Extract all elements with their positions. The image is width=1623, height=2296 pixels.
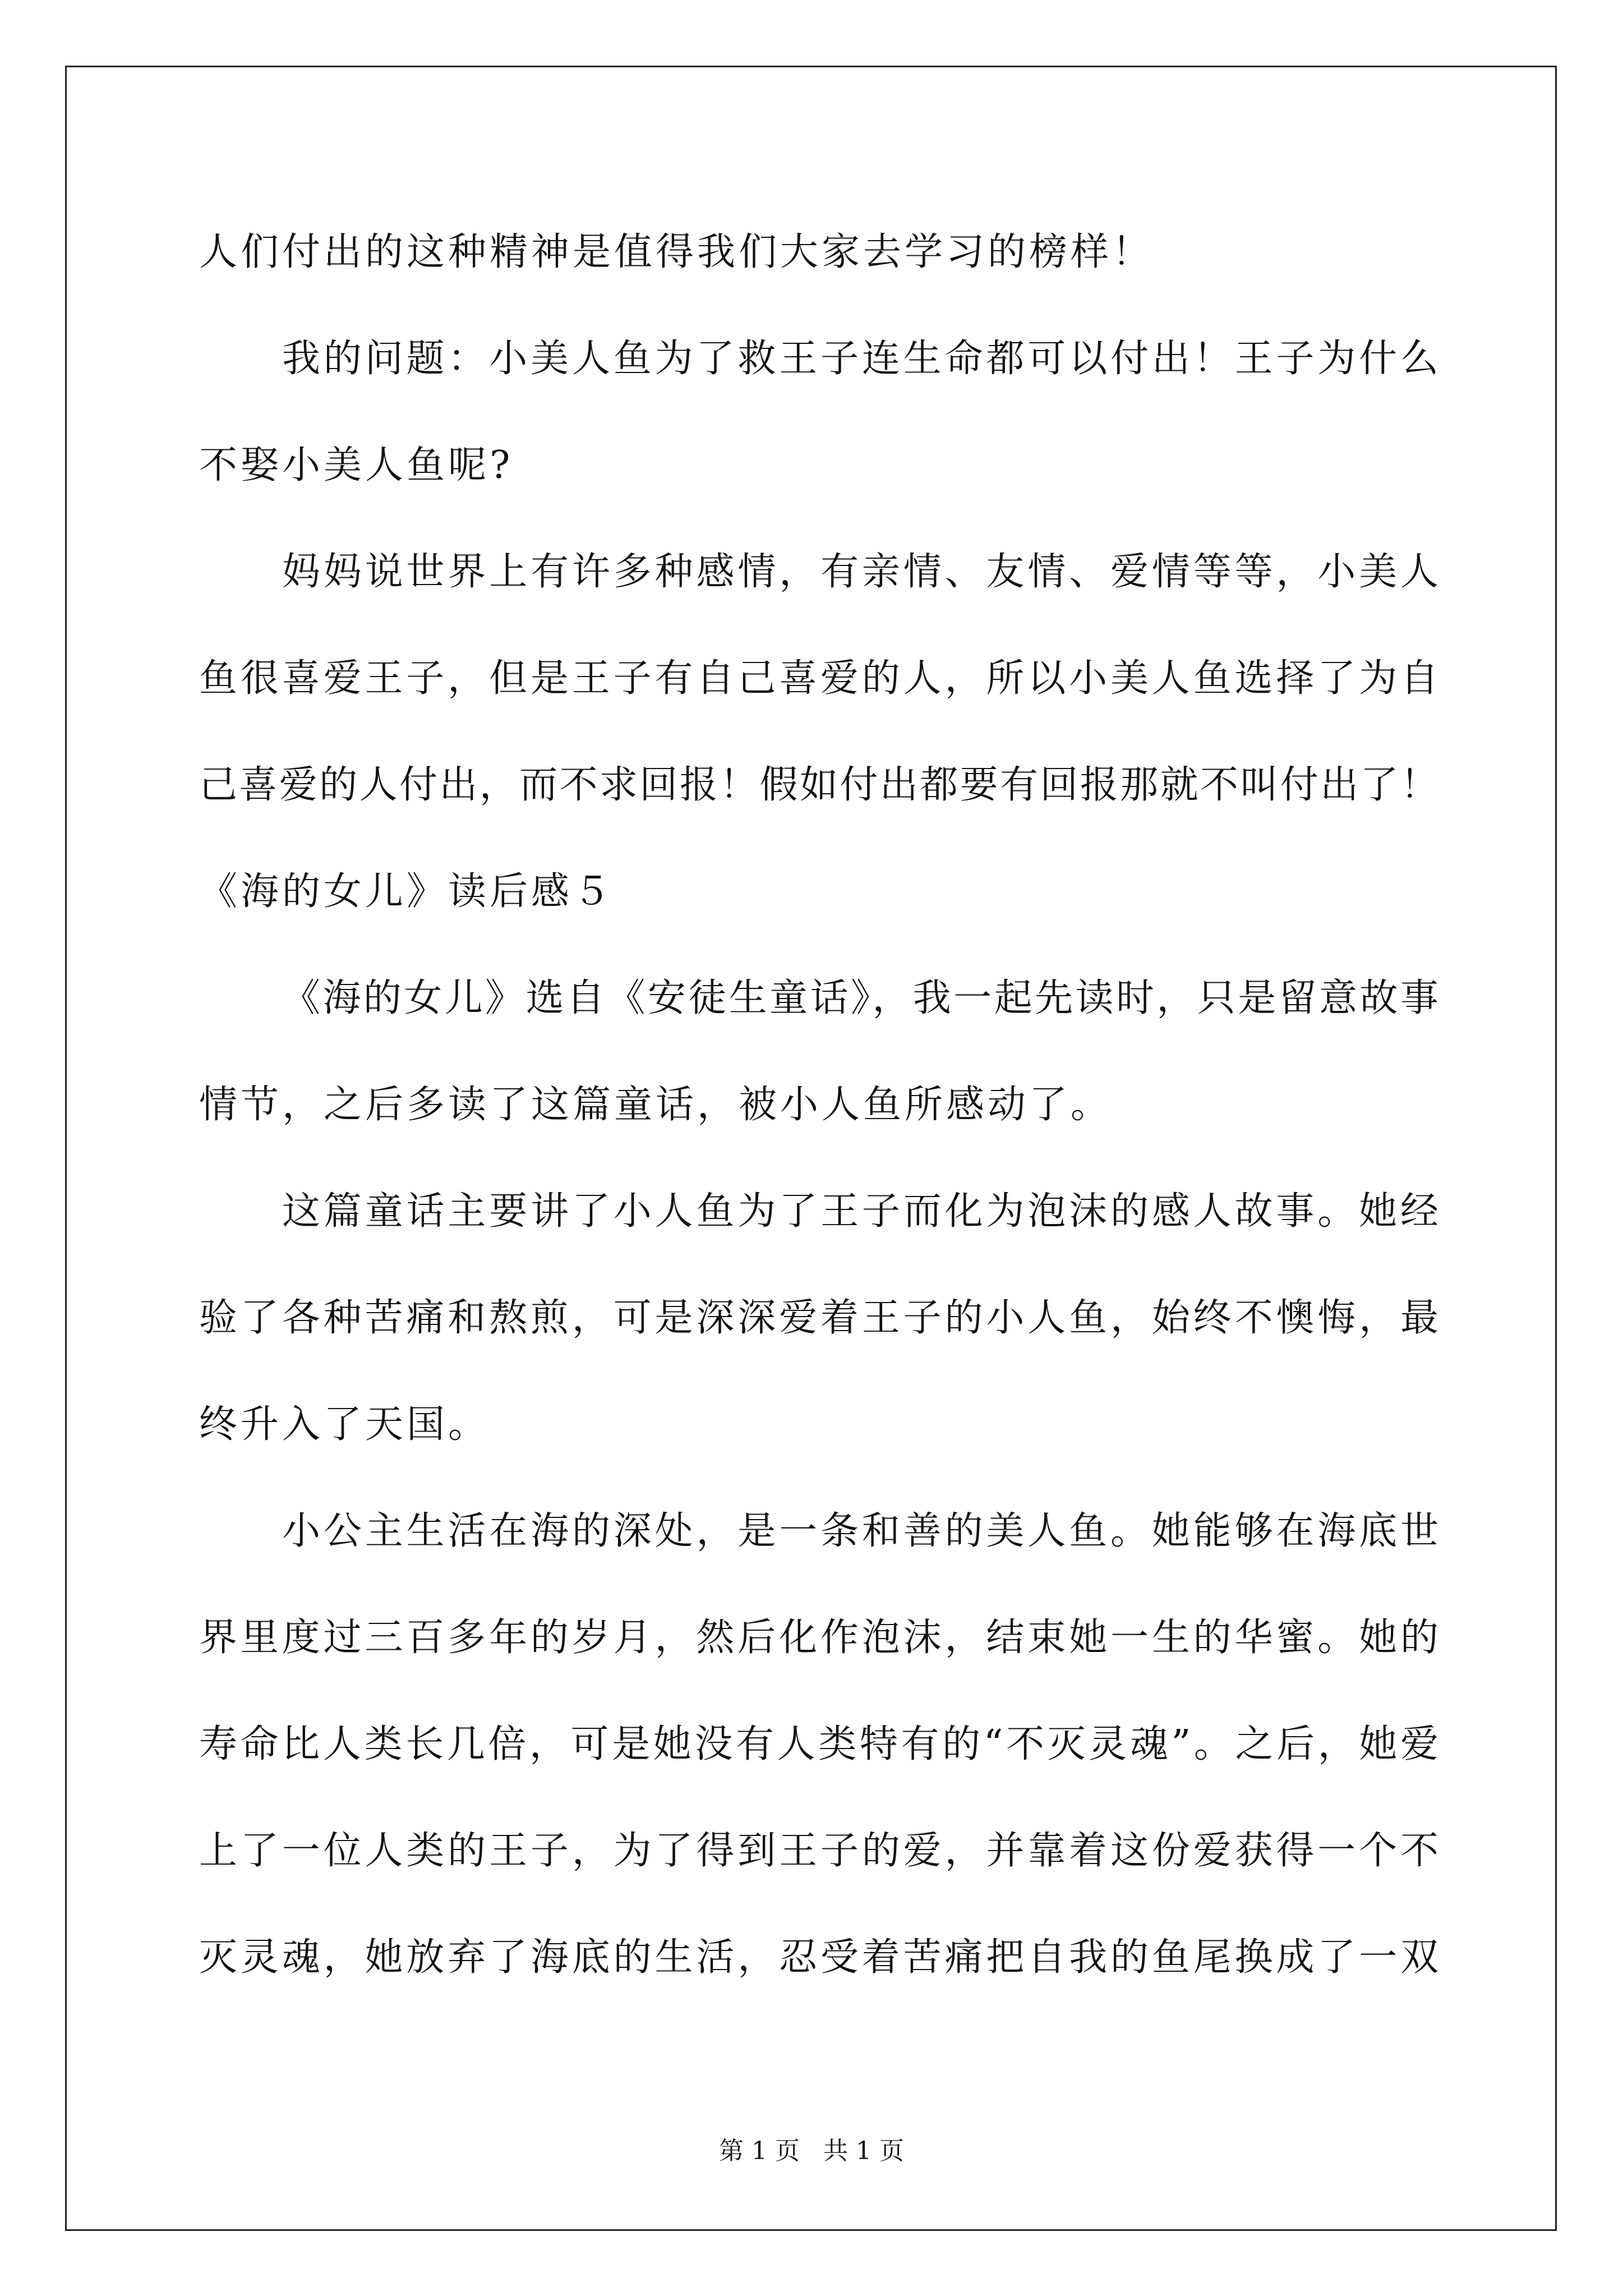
text-line: 寿命比人类长几倍，可是她没有人类特有的“不灭灵魂”。之后，她爱 bbox=[199, 1722, 1438, 1766]
total-pages: 共 1 页 bbox=[823, 2137, 904, 2165]
text-line: 界里度过三百多年的岁月，然后化作泡沫，结束她一生的华蜜。她的 bbox=[199, 1616, 1438, 1660]
text-line: 情节，之后多读了这篇童话，被小人鱼所感动了。 bbox=[199, 1083, 1113, 1127]
text-line: 不娶小美人鱼呢? bbox=[199, 443, 514, 487]
page-footer bbox=[0, 2134, 1623, 2168]
text-line: 小公主生活在海的深处，是一条和善的美人鱼。她能够在海底世 bbox=[282, 1509, 1438, 1553]
page-border bbox=[65, 66, 1557, 2231]
text-line: 灭灵魂，她放弃了海底的生活，忍受着苦痛把自我的鱼尾换成了一双 bbox=[199, 1935, 1438, 1980]
text-line: 《海的女儿》读后感５ bbox=[199, 869, 615, 914]
text-line: 妈妈说世界上有许多种感情，有亲情、友情、爱情等等，小美人 bbox=[282, 550, 1438, 594]
text-line: 终升入了天国。 bbox=[199, 1402, 490, 1447]
text-line: 我的问题：小美人鱼为了救王子连生命都可以付出！王子为什么 bbox=[282, 337, 1438, 381]
text-line: 己喜爱的人付出，而不求回报！假如付出都要有回报那就不叫付出了！ bbox=[199, 763, 1438, 807]
page-number: 第 1 页 bbox=[719, 2137, 800, 2165]
text-line: 人们付出的这种精神是值得我们大家去学习的榜样！ bbox=[199, 230, 1154, 274]
text-line: 上了一位人类的王子，为了得到王子的爱，并靠着这份爱获得一个不 bbox=[199, 1829, 1438, 1873]
text-line: 《海的女儿》选自《安徒生童话》，我一起先读时，只是留意故事 bbox=[282, 976, 1438, 1020]
text-line: 这篇童话主要讲了小人鱼为了王子而化为泡沫的感人故事。她经 bbox=[282, 1189, 1438, 1234]
text-line: 鱼很喜爱王子，但是王子有自己喜爱的人，所以小美人鱼选择了为自 bbox=[199, 656, 1438, 701]
text-line: 验了各种苦痛和熬煎，可是深深爱着王子的小人鱼，始终不懊悔，最 bbox=[199, 1296, 1438, 1340]
